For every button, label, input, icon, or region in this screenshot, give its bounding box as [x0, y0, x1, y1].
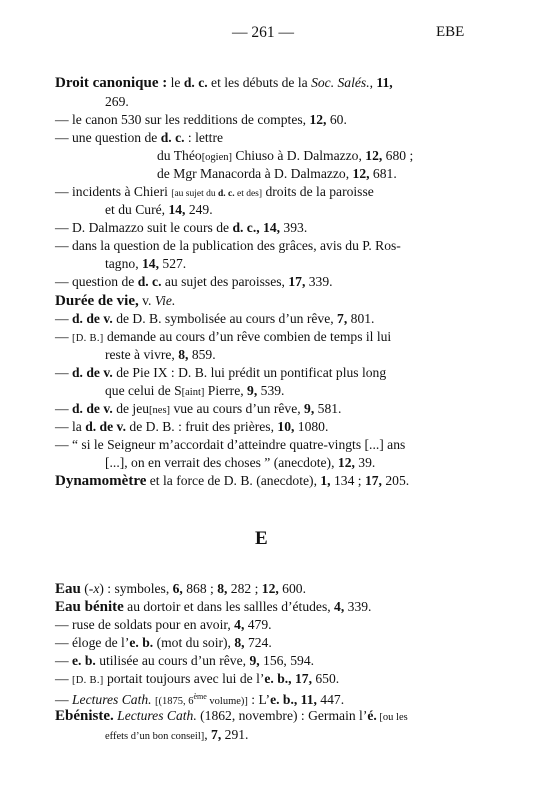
entry-term: Ebéniste.: [55, 708, 114, 724]
index-line: — “ si le Seigneur m’accordait d’atteindre quatre-vingts [...] ans: [55, 437, 406, 452]
index-line: et du Curé, 14, 249.: [105, 202, 213, 217]
index-line: — incidents à Chieri [au sujet du d. c. et des] droits de la paroisse: [55, 184, 374, 199]
index-line: — d. de v. de Pie IX : D. B. lui prédit un pontificat plus long: [55, 365, 387, 380]
index-line: — le canon 530 sur les redditions de comptes, 12, 60.: [55, 112, 347, 127]
section-letter: E: [255, 528, 268, 549]
index-line: du Théo[ogien] Chiuso à D. Dalmazzo, 12, 680 ;: [157, 148, 414, 163]
index-line: — [D. B.] portait toujours avec lui de l’e. b., 17, 650.: [55, 671, 340, 686]
entry-term: Eau: [55, 581, 81, 597]
index-line: — [D. B.] demande au cours d’un rêve combien de temps il lui: [55, 329, 392, 344]
index-line: — D. Dalmazzo suit le cours de d. c., 14, 393.: [55, 220, 308, 235]
entry-dynamometre: Dynamomètre et la force de D. B. (anecdote), 1, 134 ; 17, 205.: [55, 473, 410, 489]
index-line: — une question de d. c. : lettre: [55, 130, 224, 145]
index-line: — Lectures Cath. [(1875, 6ème volume)] : L’e. b., 11, 447.: [55, 692, 345, 707]
index-line: — la d. de v. de D. B. : fruit des prières, 10, 1080.: [55, 419, 329, 434]
running-head: EBE: [436, 24, 465, 40]
index-line: — d. de v. de jeu[nes] vue au cours d’un rêve, 9, 581.: [55, 401, 342, 416]
entry-eau-benite: Eau bénite au dortoir et dans les sallles d’études, 4, 339.: [55, 599, 372, 615]
entry-ebeniste: Ebéniste. Lectures Cath. (1862, novembre) : Germain l’é. [ou les: [55, 708, 408, 724]
index-line: — ruse de soldats pour en avoir, 4, 479.: [55, 617, 272, 632]
index-line: 269.: [105, 94, 129, 109]
index-line: — d. de v. de D. B. symbolisée au cours d’un rêve, 7, 801.: [55, 311, 375, 326]
index-line: — e. b. utilisée au cours d’un rêve, 9, 156, 594.: [55, 653, 315, 668]
index-line: que celui de S[aint] Pierre, 9, 539.: [105, 383, 285, 398]
entry-term: Droit canonique :: [55, 75, 168, 91]
index-line: de Mgr Manacorda à D. Dalmazzo, 12, 681.: [157, 166, 397, 181]
index-line: — dans la question de la publication des grâces, avis du P. Ros-: [55, 238, 401, 253]
entry-term: Durée de vie,: [55, 293, 139, 309]
entry-duree-de-vie: Durée de vie, v. Vie.: [55, 293, 176, 309]
index-line: — question de d. c. au sujet des paroisses, 17, 339.: [55, 274, 333, 289]
index-line: — éloge de l’e. b. (mot du soir), 8, 724.: [55, 635, 272, 650]
entry-eau: Eau (-x) : symboles, 6, 868 ; 8, 282 ; 12, 600.: [55, 581, 306, 597]
page-number: — 261 —: [232, 24, 294, 41]
entry-droit-canonique: Droit canonique : le d. c. et les débuts de la Soc. Salés., 11,: [55, 75, 393, 91]
index-line: tagno, 14, 527.: [105, 256, 187, 271]
entry-term: Dynamomètre: [55, 473, 147, 489]
index-line: [...], on en verrait des choses ” (anecdote), 12, 39.: [105, 455, 376, 470]
index-line: reste à vivre, 8, 859.: [105, 347, 216, 362]
index-line: effets d’un bon conseil], 7, 291.: [105, 727, 249, 742]
entry-term: Eau bénite: [55, 599, 124, 615]
